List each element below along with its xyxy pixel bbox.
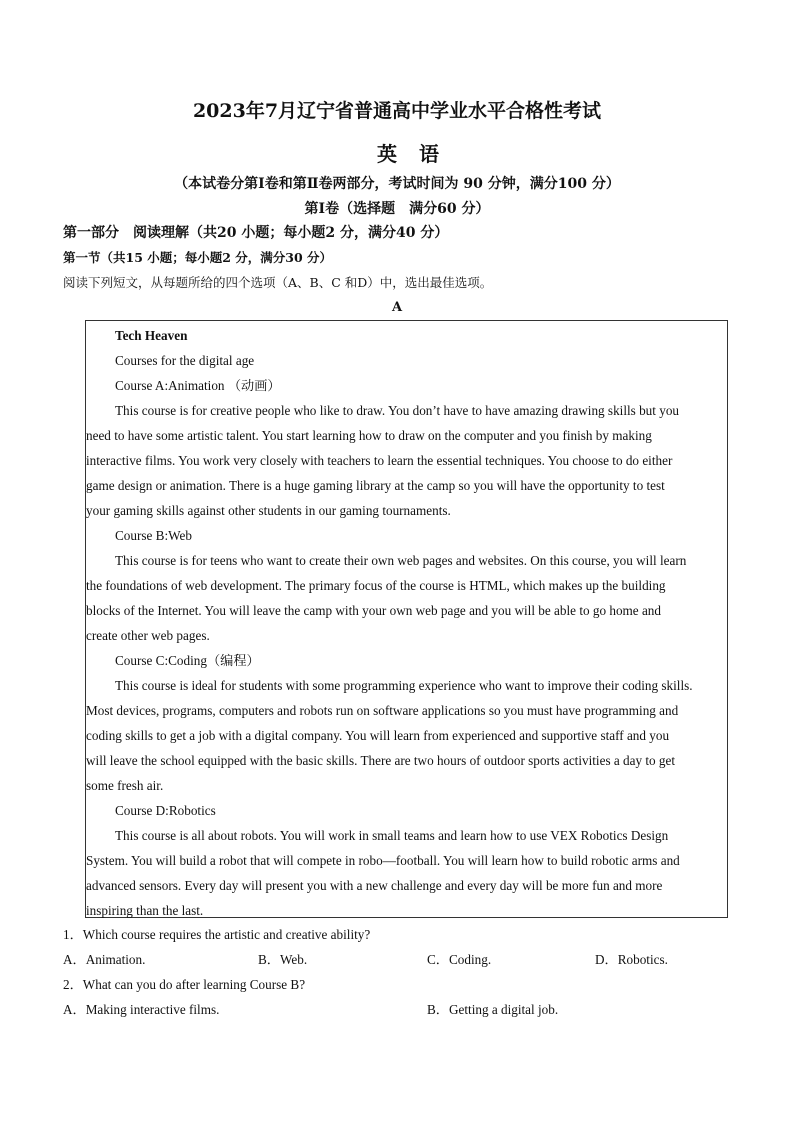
passage-line: This course is for teens who want to create their own web pages and websites. On this course, you will learn (115, 553, 687, 568)
passage-line: coding skills to get a job with a digital company. You will learn from experienced and supportive staff and you (86, 728, 670, 743)
passage-line: blocks of the Internet. You will leave the camp with your own web page and you will be able to go home and (86, 603, 661, 618)
question-1-option-d[interactable]: D．Robotics. (595, 952, 668, 967)
passage-line: interactive films. You work very closely with teachers to learn the essential techniques. You choose to do either (86, 453, 673, 468)
question-2-option-a[interactable]: A．Making interactive films. (63, 1002, 220, 1017)
passage-box (85, 320, 728, 918)
question-1-stem: 1．Which course requires the artistic and creative ability? (63, 927, 371, 942)
exam-title: 2023年7月辽宁省普通高中学业水平合格性考试 (192, 100, 602, 122)
passage-line: need to have some artistic talent. You start learning how to draw on the computer and you finish by making (86, 428, 652, 443)
question-2-option-b[interactable]: B．Getting a digital job. (427, 1002, 559, 1017)
passage-line: This course is all about robots. You will work in small teams and learn how to use VEX Robotics Design (115, 828, 669, 843)
passage-line: some fresh air. (86, 778, 164, 793)
question-1-option-a[interactable]: A．Animation. (63, 952, 146, 967)
passage-line: System. You will build a robot that will compete in robo—football. You will learn how to build robotic arms and (86, 853, 680, 868)
passage-line: Most devices, programs, computers and robots run on software applications so you must have programming and (86, 703, 679, 718)
passage-line: the foundations of web development. The primary focus of the course is HTML, which makes up the building (86, 578, 666, 593)
passage-line: will leave the school equipped with the basic skills. There are two hours of outdoor sports activities a day to get (86, 753, 676, 768)
passage-line: create other web pages. (86, 628, 210, 643)
passage-line: This course is ideal for students with some programming experience who want to improve their coding skills. (115, 678, 693, 693)
exam-note: （本试卷分第Ⅰ卷和第Ⅱ卷两部分，考试时间为 90 分钟，满分100 分） (174, 176, 620, 192)
question-2-stem: 2．What can you do after learning Course B? (63, 977, 306, 992)
passage-line: advanced sensors. Every day will present you with a new challenge and every day will be more fun and more (86, 878, 663, 893)
subject-title: 英语 (377, 142, 461, 166)
passage-line: Course D:Robotics (115, 803, 216, 818)
question-1-option-b[interactable]: B．Web. (258, 952, 308, 967)
passage-line: your gaming skills against other students in our gaming tournaments. (86, 503, 451, 518)
passage-line: This course is for creative people who like to draw. You don’t have to have amazing drawing skills but you (115, 403, 680, 418)
passage-line: Courses for the digital age (115, 353, 255, 368)
instructions: 阅读下列短文，从每题所给的四个选项（A、B、C 和D）中，选出最佳选项。 (63, 275, 493, 290)
question-1-option-c[interactable]: C．Coding. (427, 952, 492, 967)
volume-title: 第Ⅰ卷（选择题 满分60 分） (304, 201, 490, 217)
passage-line: game design or animation. There is a huge gaming library at the camp so you will have the opportunity to test (86, 478, 665, 493)
passage-line: Course A:Animation （动画） (115, 378, 281, 393)
part-heading: 第一部分 阅读理解（共20 小题；每小题2 分，满分40 分） (63, 225, 449, 241)
passage-line: Course B:Web (115, 528, 192, 543)
section-heading: 第一节（共15 小题；每小题2 分，满分30 分） (63, 250, 333, 265)
passage-line: Course C:Coding（编程） (115, 653, 260, 668)
passage-line: Tech Heaven (115, 328, 188, 343)
passage-line: inspiring than the last. (86, 903, 204, 918)
passage-label: A (391, 300, 403, 315)
